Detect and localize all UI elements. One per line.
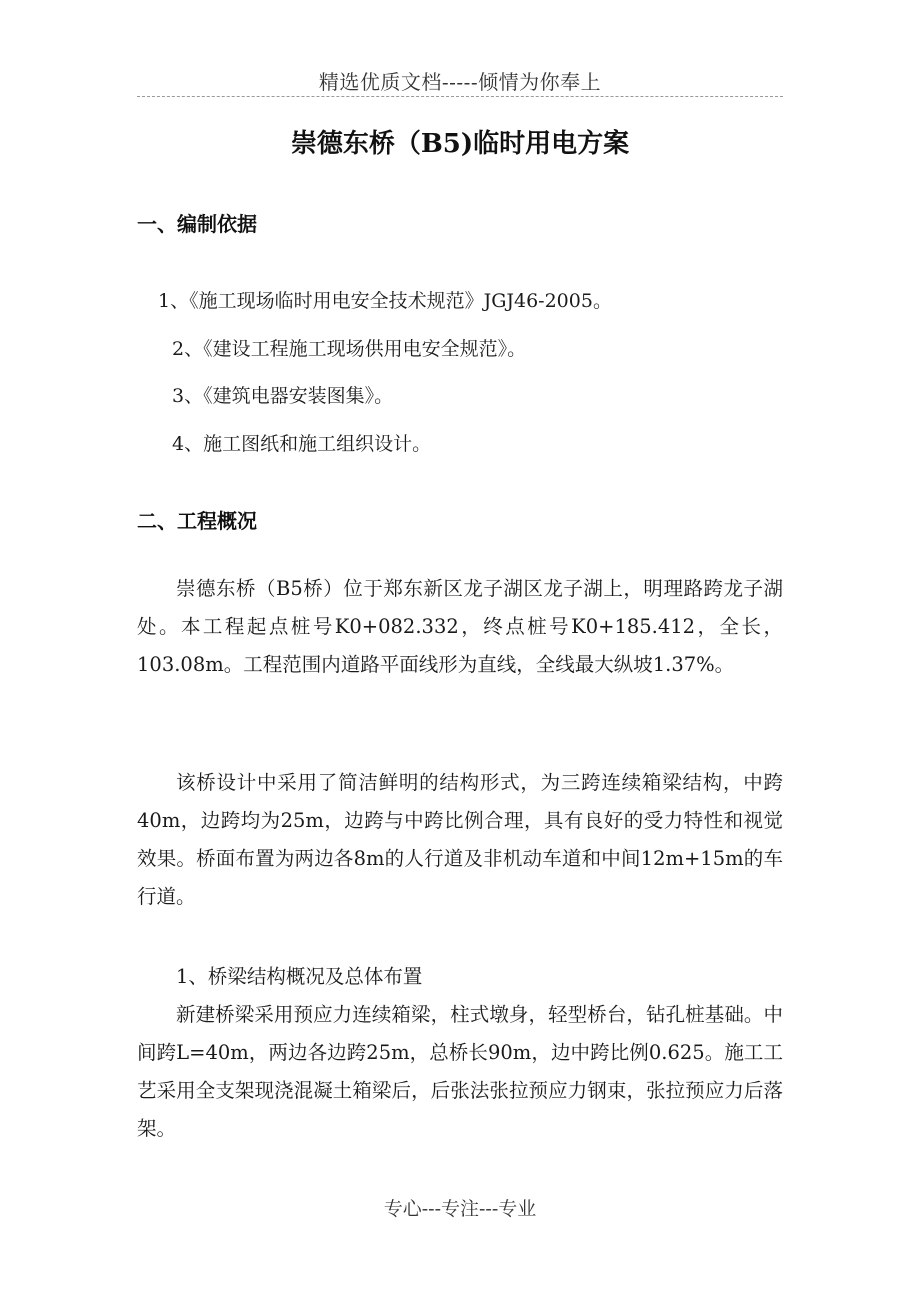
overview-paragraph-1: 崇德东桥（B5桥）位于郑东新区龙子湖区龙子湖上，明理路跨龙子湖处。本工程起点桩号K0+082.332，终点桩号K0+185.412，全长，103.08m。工程范围内道路平面线形为直线，全线最大纵坡1.37%。 [137, 577, 783, 676]
structure-paragraph: 新建桥梁采用预应力连续箱梁，柱式墩身，轻型桥台，钻孔桩基础。中间跨L=40m，两边各边跨25m，总桥长90m，边中跨比例0.625。施工工艺采用全支架现浇混凝土箱梁后，后张法张拉预应力钢束，张拉预应力后落架。 [137, 1003, 783, 1140]
structure-subheading: 1、桥梁结构概况及总体布置 [176, 965, 423, 988]
basis-item-1: 1、《施工现场临时用电安全技术规范》JGJ46-2005。 [158, 290, 612, 312]
basis-item-4: 4、施工图纸和施工组织设计。 [172, 433, 432, 455]
header-divider [137, 96, 783, 97]
page-header: 精选优质文档-----倾情为你奉上 [318, 70, 602, 94]
document-title: 崇德东桥（B5)临时用电方案 [290, 129, 630, 159]
section-heading-overview: 二、工程概况 [137, 509, 257, 533]
page-footer: 专心---专注---专业 [383, 1198, 537, 1220]
basis-item-3: 3、《建筑电器安装图集》。 [172, 385, 394, 407]
overview-paragraph-2: 该桥设计中采用了简洁鲜明的结构形式，为三跨连续箱梁结构，中跨40m，边跨均为25m，边跨与中跨比例合理，具有良好的受力特性和视觉效果。桥面布置为两边各8m的人行道及非机动车道和中间12m+15m的车行道。 [137, 771, 783, 908]
section-heading-basis: 一、编制依据 [137, 212, 257, 236]
basis-item-2: 2、《建设工程施工现场供用电安全规范》。 [172, 338, 527, 360]
